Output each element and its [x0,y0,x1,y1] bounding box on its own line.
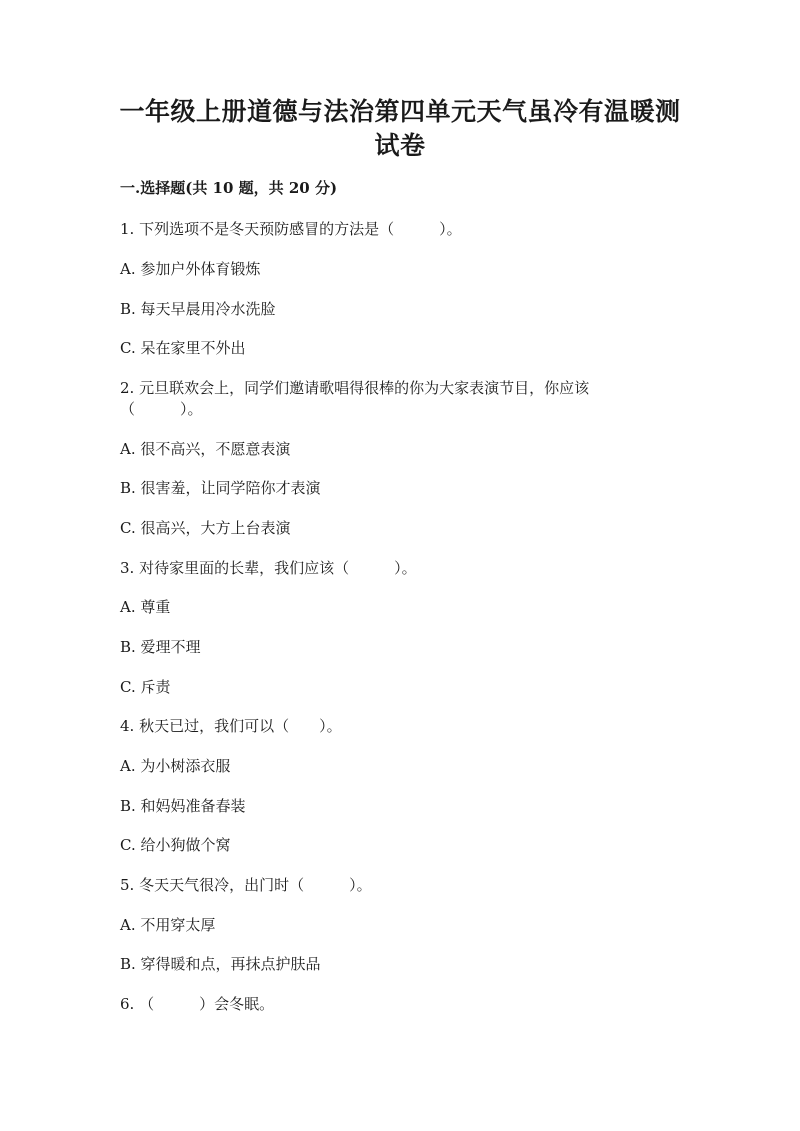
question-2-stem: 2. 元旦联欢会上，同学们邀请歌唱得很棒的你为大家表演节目，你应该 [120,379,590,397]
exam-title-line-1: 一年级上册道德与法治第四单元天气虽冷有温暖测 [119,97,681,126]
question-5-option-a: A. 不用穿太厚 [120,916,216,934]
question-4-option-a: A. 为小树添衣服 [120,757,231,775]
question-2-stem-continued: （ ）。 [120,400,203,418]
question-6-stem: 6. （ ）会冬眠。 [120,995,275,1013]
section-heading: 一.选择题(共 10 题，共 20 分) [120,179,338,197]
question-4-stem: 4. 秋天已过，我们可以（ ）。 [120,717,342,735]
question-3-option-c: C. 斥责 [120,678,171,696]
question-2-option-c: C. 很高兴，大方上台表演 [120,519,291,537]
question-1-option-c: C. 呆在家里不外出 [120,339,246,357]
question-4-option-b: B. 和妈妈准备春装 [120,797,246,815]
question-2-option-b: B. 很害羞，让同学陪你才表演 [120,479,321,497]
question-4-option-c: C. 给小狗做个窝 [120,836,231,854]
question-5-option-b: B. 穿得暖和点，再抹点护肤品 [120,955,321,973]
question-1-option-a: A. 参加户外体育锻炼 [120,260,261,278]
question-1-stem: 1. 下列选项不是冬天预防感冒的方法是（ ）。 [120,220,462,238]
question-2-option-a: A. 很不高兴，不愿意表演 [120,440,291,458]
question-3-stem: 3. 对待家里面的长辈，我们应该（ ）。 [120,559,417,577]
exam-title-line-2: 试卷 [374,131,426,160]
question-5-stem: 5. 冬天天气很冷，出门时（ ）。 [120,876,372,894]
question-1-option-b: B. 每天早晨用冷水洗脸 [120,300,276,318]
question-3-option-b: B. 爱理不理 [120,638,201,656]
question-3-option-a: A. 尊重 [120,598,171,616]
